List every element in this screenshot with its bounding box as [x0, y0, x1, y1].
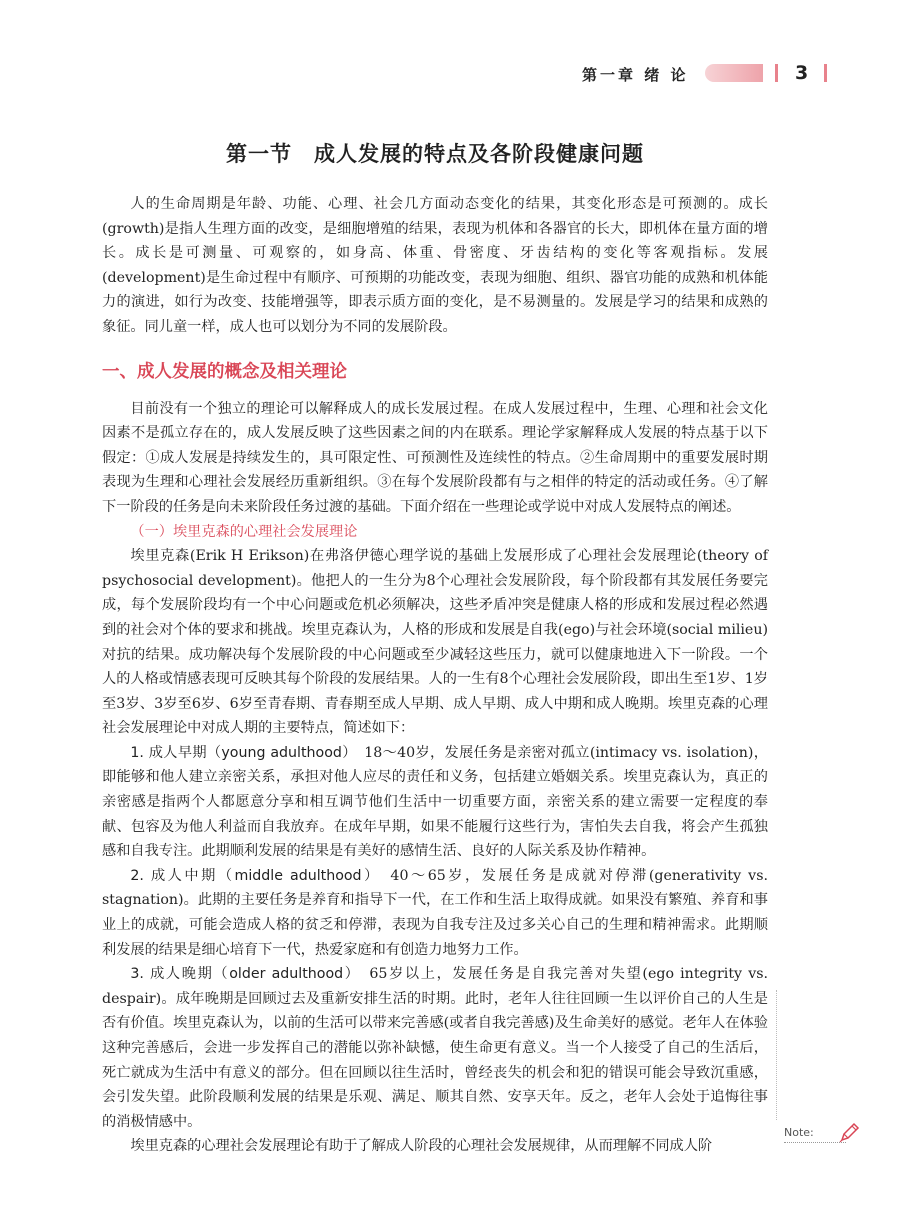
- page-content: [102, 138, 768, 1159]
- intro-paragraph: 人的生命周期是年龄、功能、心理、社会几方面动态变化的结果，其变化形态是可预测的。成长(growth)是指人生理方面的改变，是细胞增殖的结果，表现为机体和各器官的长大，即机体在量方面的增长。成长是可测量、可观察的，如身高、体重、骨密度、牙齿结构的变化等客观指标。发展(development)是生命过程中有顺序、可预期的功能改变，表现为细胞、组织、器官功能的成熟和机体能力的演进，如行为改变、技能增强等，即表示质方面的变化，是不易测量的。发展是学习的结果和成熟的象征。同儿童一样，成人也可以划分为不同的发展阶段。: [102, 196, 768, 335]
- closing-paragraph: 埃里克森的心理社会发展理论有助于了解成人阶段的心理社会发展规律，从而理解不同成人阶: [130, 1138, 713, 1155]
- stage-early-adulthood: [102, 741, 768, 864]
- header-bar-right: [824, 64, 827, 82]
- section-title: 第一节 成人发展的特点及各阶段健康问题: [226, 142, 644, 166]
- theory-paragraph: 目前没有一个独立的理论可以解释成人的成长发展过程。在成人发展过程中，生理、心理和社会文化因素不是孤立存在的，成人发展反映了这些因素之间的内在联系。理论学家解释成人发展的特点基于以下假定：①成人发展是持续发生的，具可限定性、可预测性及连续性的特点。②生命周期中的重要发展时期表现为生理和心理社会发展经历重新组织。③在每个发展阶段都有与之相伴的特定的活动或任务。④了解下一阶段的任务是向未来阶段任务过渡的基础。下面介绍在一些理论或学说中对成人发展特点的阐述。: [102, 400, 768, 515]
- heading-level2: （一）埃里克森的心理社会发展理论: [130, 523, 358, 540]
- heading-level1: 一、成人发展的概念及相关理论: [102, 361, 347, 382]
- note-label: Note:: [784, 1126, 814, 1139]
- stage-title: 3. 成人晚期（older adulthood）: [130, 966, 354, 983]
- stage-middle-adulthood: [102, 864, 768, 962]
- stage-text: 40～65岁，发展任务是成就对停滞(generativity vs. stagnation)。此期的主要任务是养育和指导下一代，在工作和生活上取得成就。如果没有繁殖、养育和事业上的成就，可能会造成人格的贫乏和停滞，表现为自我专注及过多关心自己的生理和精神需求。此期顺利发展的结果是细心培育下一代，热爱家庭和有创造力地努力工作。: [102, 867, 768, 958]
- note-box: [780, 1122, 860, 1146]
- margin-dotted-line: [776, 990, 777, 1120]
- stage-text: 18～40岁，发展任务是亲密对孤立(intimacy vs. isolation)，即能够和他人建立亲密关系，承担对他人应尽的责任和义务，包括建立婚姻关系。埃里克森认为，真正的亲密感是指两个人都愿意分享和相互调节他们生活中一切重要方面，亲密关系的建立需要一定程度的奉献、包容及为他人利益而自我放弃。在成年早期，如果不能履行这些行为，害怕失去自我，将会产生孤独感和自我专注。此期顺利发展的结果是有美好的感情生活、良好的人际关系及协作精神。: [102, 744, 768, 860]
- stage-older-adulthood: [102, 962, 768, 1134]
- note-underline: [784, 1142, 846, 1143]
- chapter-title: 第一章 绪 论: [582, 66, 689, 84]
- page-header: [0, 62, 900, 86]
- stage-title: 1. 成人早期（young adulthood）: [130, 744, 350, 761]
- stage-title: 2. 成人中期（middle adulthood）: [130, 867, 374, 884]
- stage-text: 65岁以上，发展任务是自我完善对失望(ego integrity vs. despair)。成年晚期是回顾过去及重新安排生活的时期。此时，老年人往往回顾一生以评价自己的人生是否有价值。埃里克森认为，以前的生活可以带来完善感(或者自我完善感)及生命美好的感觉。老年人在体验这种完善感后，会进一步发挥自己的潜能以弥补缺憾，使生命更有意义。当一个人接受了自己的生活后，死亡就成为生活中有意义的部分。但在回顾以往生活时，曾经丧失的机会和犯的错误可能会导致沉重感，会引发失望。此阶段顺利发展的结果是乐观、满足、顺其自然、安享天年。反之，老年人会处于追悔往事的消极情感中。: [102, 966, 768, 1130]
- pencil-icon: [838, 1122, 860, 1148]
- header-tab-decoration: [705, 64, 763, 82]
- header-bar-left: [775, 64, 778, 82]
- page-number: 3: [795, 62, 809, 84]
- erikson-paragraph: 埃里克森(Erik H Erikson)在弗洛伊德心理学说的基础上发展形成了心理社会发展理论(theory of psychosocial development)。他把人的一生分为8个心理社会发展阶段，每个阶段都有其发展任务要完成，每个发展阶段均有一个中心问题或危机必须解决，这些矛盾冲突是健康人格的形成和发展过程必然遇到的社会对个体的要求和挑战。埃里克森认为，人格的形成和发展是自我(ego)与社会环境(social milieu)对抗的结果。成功解决每个发展阶段的中心问题或至少减轻这些压力，就可以健康地进入下一阶段。一个人的人格或情感表现可反映其每个阶段的发展结果。人的一生有8个心理社会发展阶段，即出生至1岁、1岁至3岁、3岁至6岁、6岁至青春期、青春期至成人早期、成人早期、成人中期和成人晚期。埃里克森的心理社会发展理论中对成人期的主要特点，简述如下：: [102, 548, 768, 737]
